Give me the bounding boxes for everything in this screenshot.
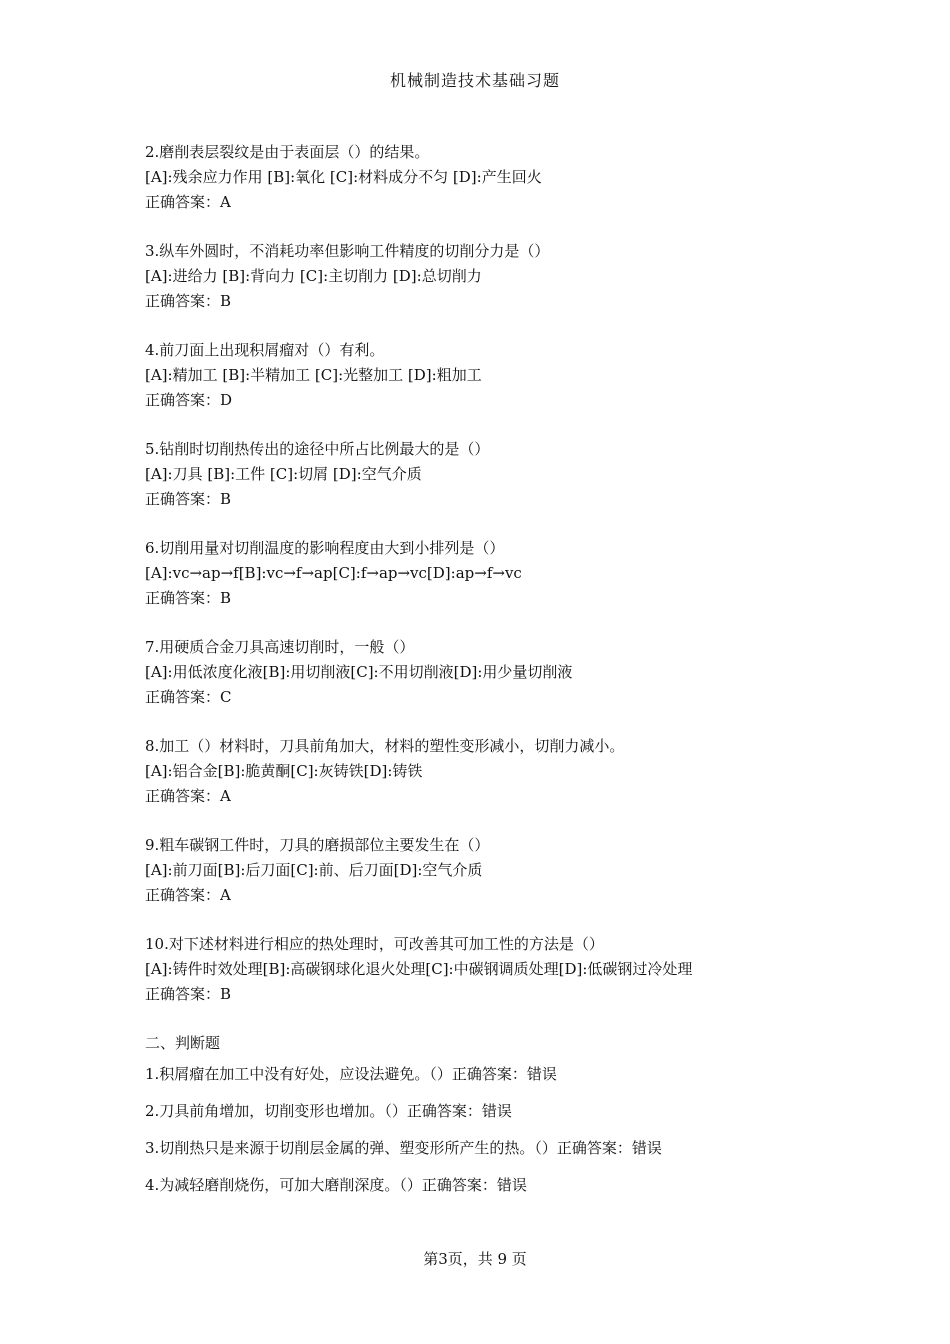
document-body <box>145 140 865 1210</box>
page-footer-number: 第3页，共 9 页 <box>423 1250 527 1268</box>
judgment-item: 2.刀具前角增加，切削变形也增加。（）正确答案：错误 <box>145 1102 512 1120</box>
question-answer: 正确答案：B <box>145 589 232 607</box>
question-options: [A]:铝合金[B]:脆黄酮[C]:灰铸铁[D]:铸铁 <box>145 762 423 780</box>
question-options: [A]:进给力 [B]:背向力 [C]:主切削力 [D]:总切削力 <box>145 267 482 285</box>
question-item <box>145 932 865 1007</box>
question-answer: 正确答案：A <box>145 787 231 805</box>
question-stem: 8.加工（）材料时，刀具前角加大，材料的塑性变形减小，切削力减小。 <box>145 737 625 755</box>
question-answer: 正确答案：A <box>145 886 231 904</box>
question-item <box>145 338 865 413</box>
question-stem: 5.钻削时切削热传出的途径中所占比例最大的是（） <box>145 440 490 458</box>
question-stem: 6.切削用量对切削温度的影响程度由大到小排列是（） <box>145 539 505 557</box>
question-answer: 正确答案：B <box>145 292 232 310</box>
question-stem: 10.对下述材料进行相应的热处理时，可改善其可加工性的方法是（） <box>145 935 604 953</box>
question-answer: 正确答案：B <box>145 490 232 508</box>
question-item <box>145 140 865 215</box>
question-options: [A]:残余应力作用 [B]:氧化 [C]:材料成分不匀 [D]:产生回火 <box>145 168 542 186</box>
question-answer: 正确答案：A <box>145 193 231 211</box>
question-options: [A]:铸件时效处理[B]:高碳钢球化退火处理[C]:中碳钢调质处理[D]:低碳钢过冷处理 <box>145 960 693 978</box>
question-answer: 正确答案：C <box>145 688 232 706</box>
judgment-item: 4.为减轻磨削烧伤，可加大磨削深度。（）正确答案：错误 <box>145 1176 527 1194</box>
question-item <box>145 734 865 809</box>
question-options: [A]:用低浓度化液[B]:用切削液[C]:不用切削液[D]:用少量切削液 <box>145 663 573 681</box>
question-stem: 7.用硬质合金刀具高速切削时，一般（） <box>145 638 415 656</box>
question-stem: 4.前刀面上出现积屑瘤对（）有利。 <box>145 341 385 359</box>
question-item <box>145 635 865 710</box>
question-options: [A]:精加工 [B]:半精加工 [C]:光整加工 [D]:粗加工 <box>145 366 482 384</box>
question-answer: 正确答案：D <box>145 391 233 409</box>
question-item <box>145 437 865 512</box>
question-item <box>145 833 865 908</box>
question-item <box>145 536 865 611</box>
question-stem: 2.磨削表层裂纹是由于表面层（）的结果。 <box>145 143 430 161</box>
question-stem: 9.粗车碳钢工件时，刀具的磨损部位主要发生在（） <box>145 836 490 854</box>
judgment-item: 3.切削热只是来源于切削层金属的弹、塑变形所产生的热。（）正确答案：错误 <box>145 1139 662 1157</box>
page-header-title: 机械制造技术基础习题 <box>389 71 560 90</box>
question-answer: 正确答案：B <box>145 985 232 1003</box>
judgment-item: 1.积屑瘤在加工中没有好处，应设法避免。（）正确答案：错误 <box>145 1065 557 1083</box>
question-options: [A]:刀具 [B]:工件 [C]:切屑 [D]:空气介质 <box>145 465 422 483</box>
question-options: [A]:vc→ap→f[B]:vc→f→ap[C]:f→ap→vc[D]:ap→f→vc <box>145 564 522 582</box>
question-item <box>145 239 865 314</box>
question-stem: 3.纵车外圆时，不消耗功率但影响工件精度的切削分力是（） <box>145 242 550 260</box>
section-title-judgment: 二、判断题 <box>145 1034 221 1052</box>
question-options: [A]:前刀面[B]:后刀面[C]:前、后刀面[D]:空气介质 <box>145 861 483 879</box>
